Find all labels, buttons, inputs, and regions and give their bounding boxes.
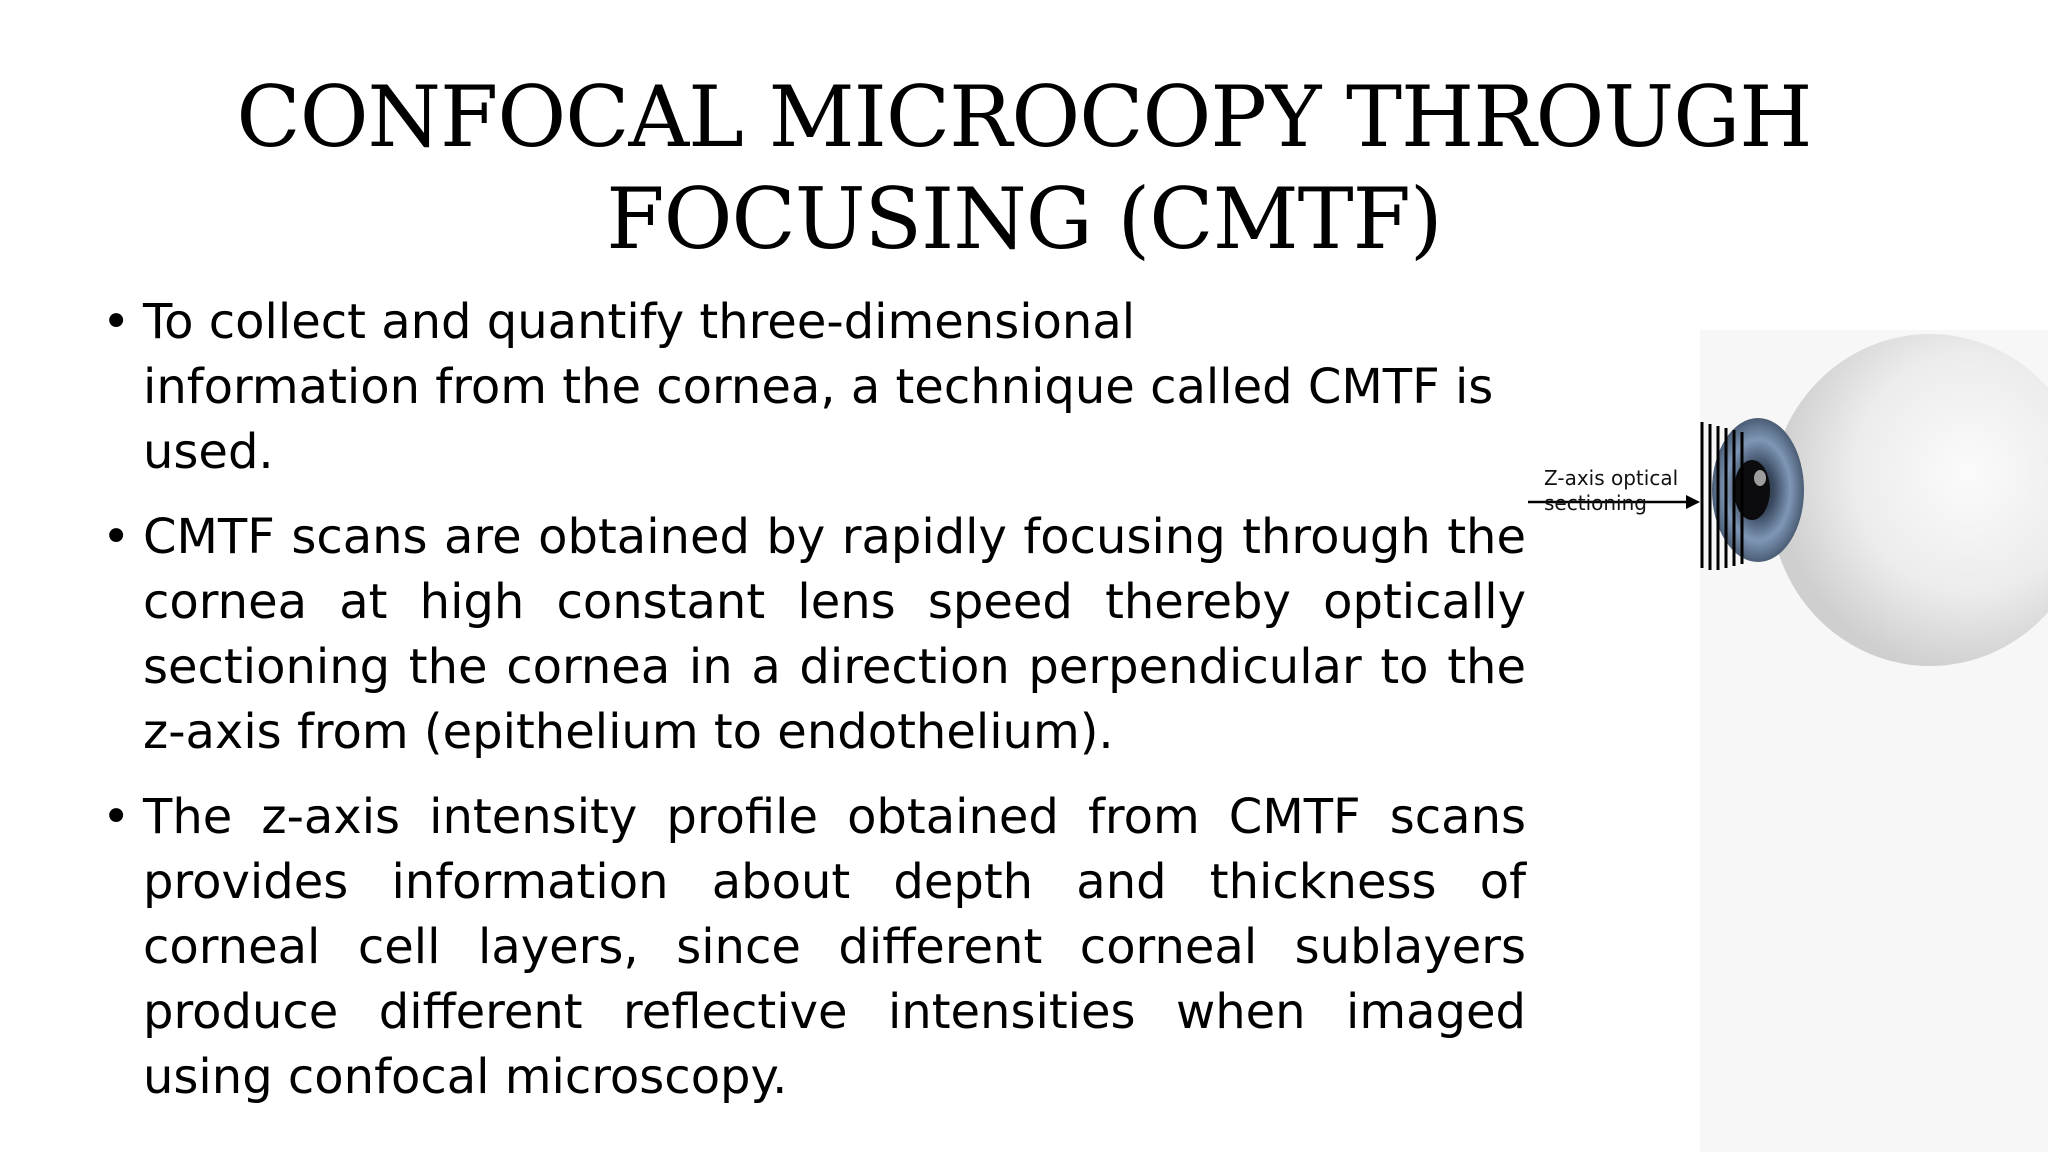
bullet-item [96,290,1526,485]
bullet-item [96,505,1526,765]
eye-illustration-icon [1520,330,2048,730]
bullet-text: The z-axis intensity profile obtained from CMTF scans provides information about depth and thickness of corneal cell layers, since different corneal sublayers produce different reflective intensities when imaged using confocal microscopy. [143,789,1526,1105]
bullet-text-line: To collect and quantify three-dimensional [143,294,1136,350]
z-axis-label: Z-axis optical sectioning [1544,466,1679,515]
bullet-text-line: information from the cornea, a technique called CMTF is used. [143,359,1494,480]
bullet-list [96,290,1526,1130]
bullet-text: CMTF scans are obtained by rapidly focusing through the cornea at high constant lens speed thereby optically sectioning the cornea in a direction perpendicular to the z-axis from (epithelium to endothelium). [143,509,1526,760]
z-axis-arrowhead [1686,495,1700,509]
pupil-highlight [1754,470,1766,486]
title-line-2: FOCUSING (CMTF) [606,170,1442,268]
bullet-dot: • [102,789,131,845]
pupil [1734,460,1770,520]
eyeball [1770,334,2048,666]
title-line-1: CONFOCAL MICROCOPY THROUGH [236,68,1812,166]
eye-figure [1520,330,2048,730]
bullet-item [96,785,1526,1110]
bullet-dot: • [102,509,131,565]
bullet-dot: • [102,294,131,350]
slide-title [0,66,2048,270]
